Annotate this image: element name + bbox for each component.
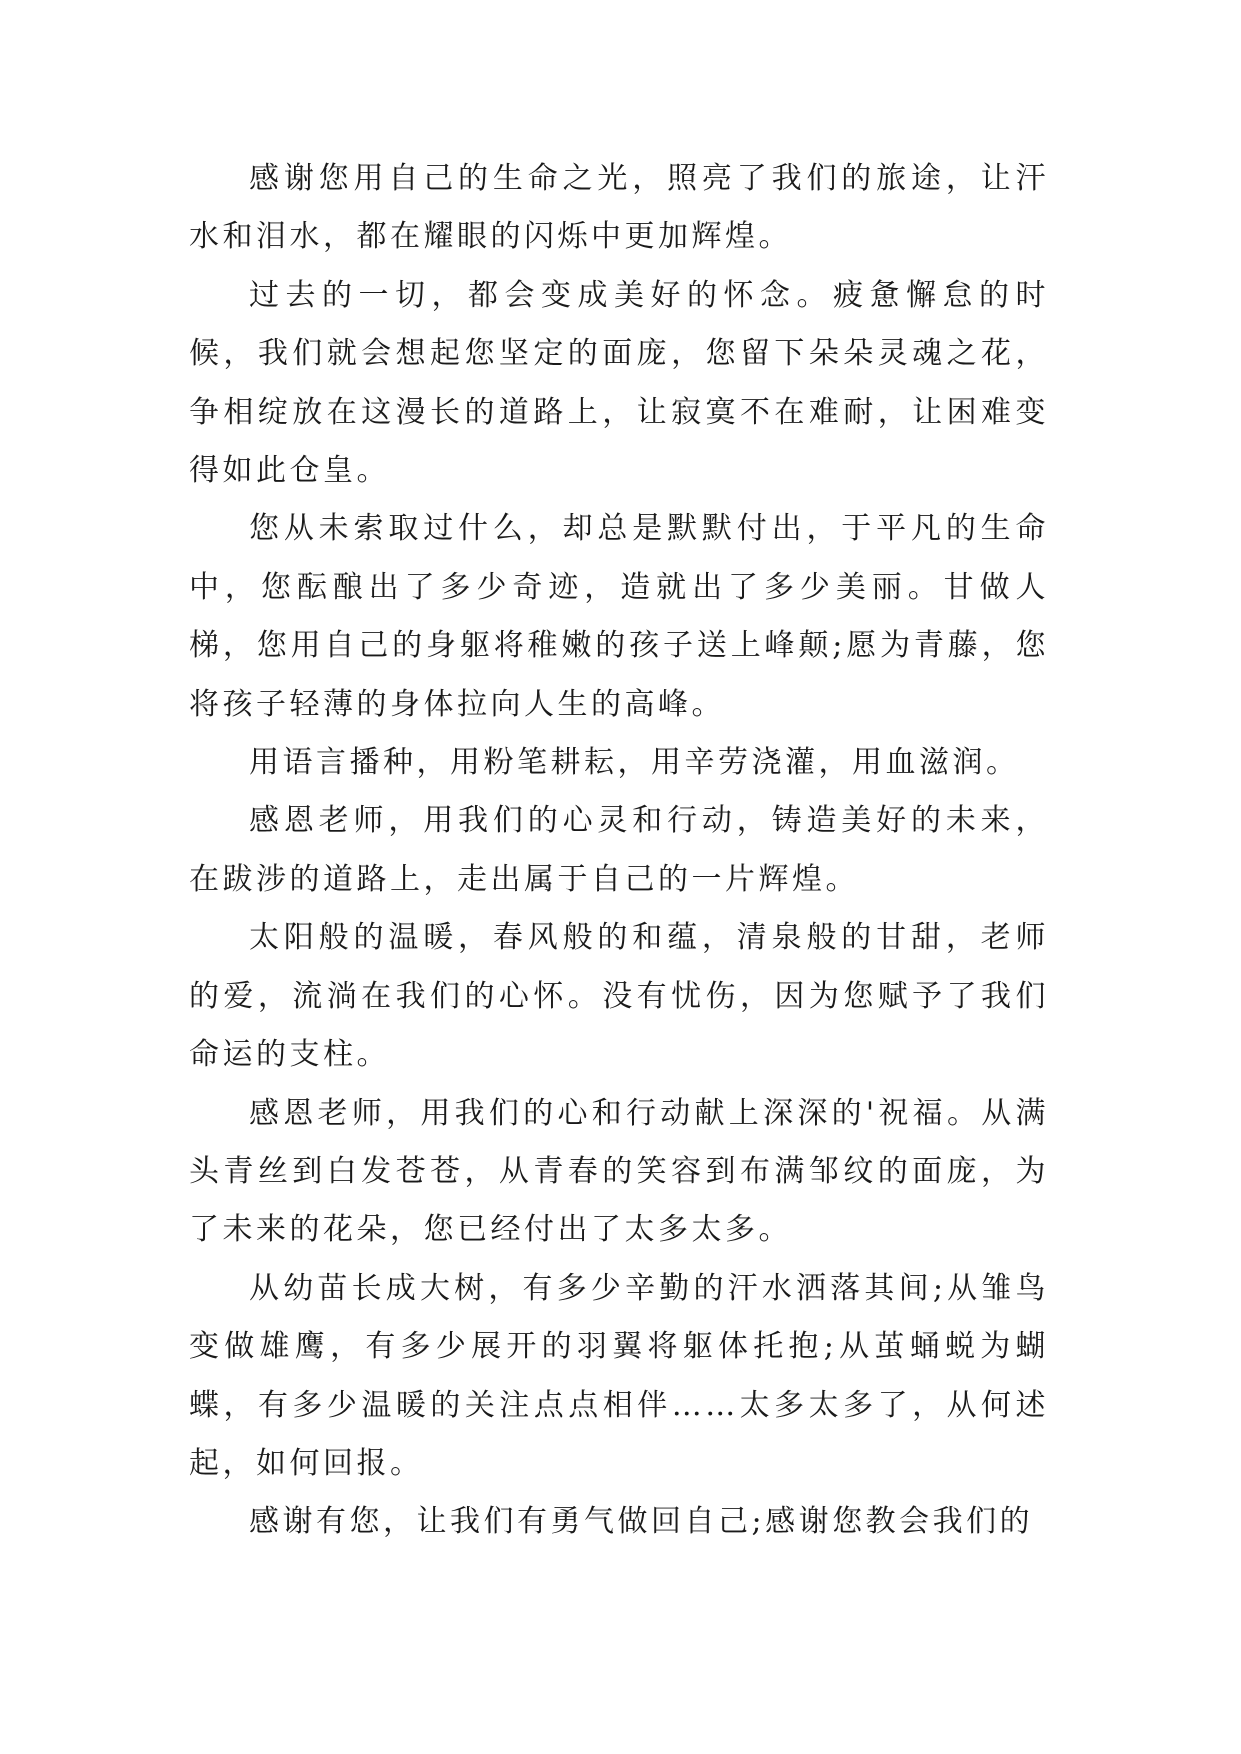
paragraph: 过去的一切，都会变成美好的怀念。疲惫懈怠的时候，我们就会想起您坚定的面庞，您留下朵朵灵魂之花，争相绽放在这漫长的道路上，让寂寞不在难耐，让困难变得如此仓皇。 bbox=[189, 277, 1049, 489]
paragraph: 感谢有您，让我们有勇气做回自己;感谢您教会我们的 bbox=[249, 1504, 1034, 1540]
paragraph: 太阳般的温暖，春风般的和蕴，清泉般的甘甜，老师的爱，流淌在我们的心怀。没有忧伤，因为您赋予了我们命运的支柱。 bbox=[189, 920, 1049, 1073]
paragraph: 用语言播种，用粉笔耕耘，用辛劳浇灌，用血滋润。 bbox=[249, 745, 1020, 781]
paragraph: 从幼苗长成大树，有多少辛勤的汗水洒落其间;从雏鸟变做雄鹰，有多少展开的羽翼将躯体托抱;从茧蛹蜕为蝴蝶，有多少温暖的关注点点相伴……太多太多了，从何述起，如何回报。 bbox=[189, 1270, 1049, 1481]
paragraph: 感谢您用自己的生命之光，照亮了我们的旅途，让汗水和泪水，都在耀眼的闪烁中更加辉煌。 bbox=[189, 161, 1049, 255]
paragraph: 感恩老师，用我们的心和行动献上深深的'祝福。从满头青丝到白发苍苍，从青春的笑容到布满邹纹的面庞，为了未来的花朵，您已经付出了太多太多。 bbox=[189, 1095, 1049, 1248]
paragraph: 感恩老师，用我们的心灵和行动，铸造美好的未来，在跋涉的道路上，走出属于自己的一片辉煌。 bbox=[189, 803, 1049, 897]
paragraph: 您从未索取过什么，却总是默默付出，于平凡的生命中，您酝酿出了多少奇迹，造就出了多少美丽。甘做人梯，您用自己的身躯将稚嫩的孩子送上峰颠;愿为青藤，您将孩子轻薄的身体拉向人生的高峰。 bbox=[189, 511, 1049, 722]
document-body bbox=[189, 150, 1049, 1552]
